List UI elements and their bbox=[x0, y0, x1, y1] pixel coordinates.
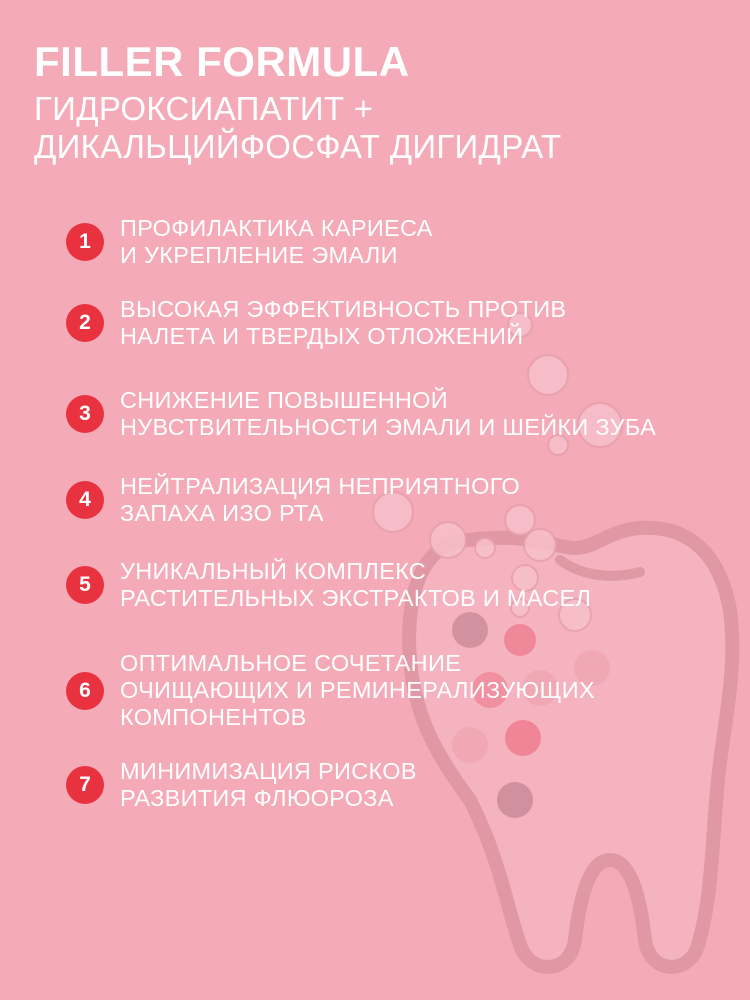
benefit-text bbox=[120, 758, 417, 812]
benefit-line: СНИЖЕНИЕ ПОВЫШЕННОЙ bbox=[120, 387, 448, 413]
number-badge: 3 bbox=[66, 395, 104, 433]
benefit-text bbox=[120, 215, 433, 269]
benefit-text bbox=[120, 296, 566, 350]
benefit-line: НУВСТВИТЕЛЬНОСТИ ЭМАЛИ И ШЕЙКИ ЗУБА bbox=[120, 414, 657, 440]
subtitle-line: ДИКАЛЬЦИЙФОСФАТ ДИГИДРАТ bbox=[34, 128, 562, 165]
benefit-line: НАЛЕТА И ТВЕРДЫХ ОТЛОЖЕНИЙ bbox=[120, 323, 524, 349]
benefit-text bbox=[120, 558, 591, 612]
benefit-text bbox=[120, 650, 595, 731]
benefit-line: МИНИМИЗАЦИЯ РИСКОВ bbox=[120, 758, 417, 784]
benefit-line: УНИКАЛЬНЫЙ КОМПЛЕКС bbox=[120, 558, 427, 584]
product-title: FILLER FORMULA bbox=[34, 38, 410, 85]
benefit-text bbox=[120, 387, 656, 441]
benefit-line: РАСТИТЕЛЬНЫХ ЭКСТРАКТОВ И МАСЕЛ bbox=[120, 585, 592, 611]
benefit-line: ПРОФИЛАКТИКА КАРИЕСА bbox=[120, 215, 433, 241]
number-badge: 7 bbox=[66, 766, 104, 804]
number-badge: 4 bbox=[66, 481, 104, 519]
product-subtitle bbox=[34, 90, 562, 166]
number-badge: 1 bbox=[66, 223, 104, 261]
benefit-line: И УКРЕПЛЕНИЕ ЭМАЛИ bbox=[120, 242, 398, 268]
benefit-item-2 bbox=[66, 296, 706, 350]
number-badge: 5 bbox=[66, 566, 104, 604]
subtitle-line: ГИДРОКСИАПАТИТ + bbox=[34, 90, 374, 127]
benefit-line: НЕЙТРАЛИЗАЦИЯ НЕПРИЯТНОГО bbox=[120, 473, 521, 499]
benefit-line: ЗАПАХА ИЗО РТА bbox=[120, 500, 324, 526]
benefit-text bbox=[120, 473, 520, 527]
benefit-item-7 bbox=[66, 758, 706, 812]
benefit-line: ВЫСОКАЯ ЭФФЕКТИВНОСТЬ ПРОТИВ bbox=[120, 296, 567, 322]
benefit-item-1 bbox=[66, 215, 706, 269]
spot bbox=[452, 612, 488, 648]
benefit-item-4 bbox=[66, 473, 706, 527]
number-badge: 2 bbox=[66, 304, 104, 342]
benefit-line: КОМПОНЕНТОВ bbox=[120, 704, 307, 730]
benefit-item-3 bbox=[66, 387, 706, 441]
benefit-item-5 bbox=[66, 558, 706, 612]
number-badge: 6 bbox=[66, 672, 104, 710]
benefit-line: ОЧИЩАЮЩИХ И РЕМИНЕРАЛИЗУЮЩИХ bbox=[120, 677, 595, 703]
benefit-line: ОПТИМАЛЬНОЕ СОЧЕТАНИЕ bbox=[120, 650, 462, 676]
benefit-line: РАЗВИТИЯ ФЛЮОРОЗА bbox=[120, 785, 394, 811]
benefit-item-6 bbox=[66, 650, 706, 731]
